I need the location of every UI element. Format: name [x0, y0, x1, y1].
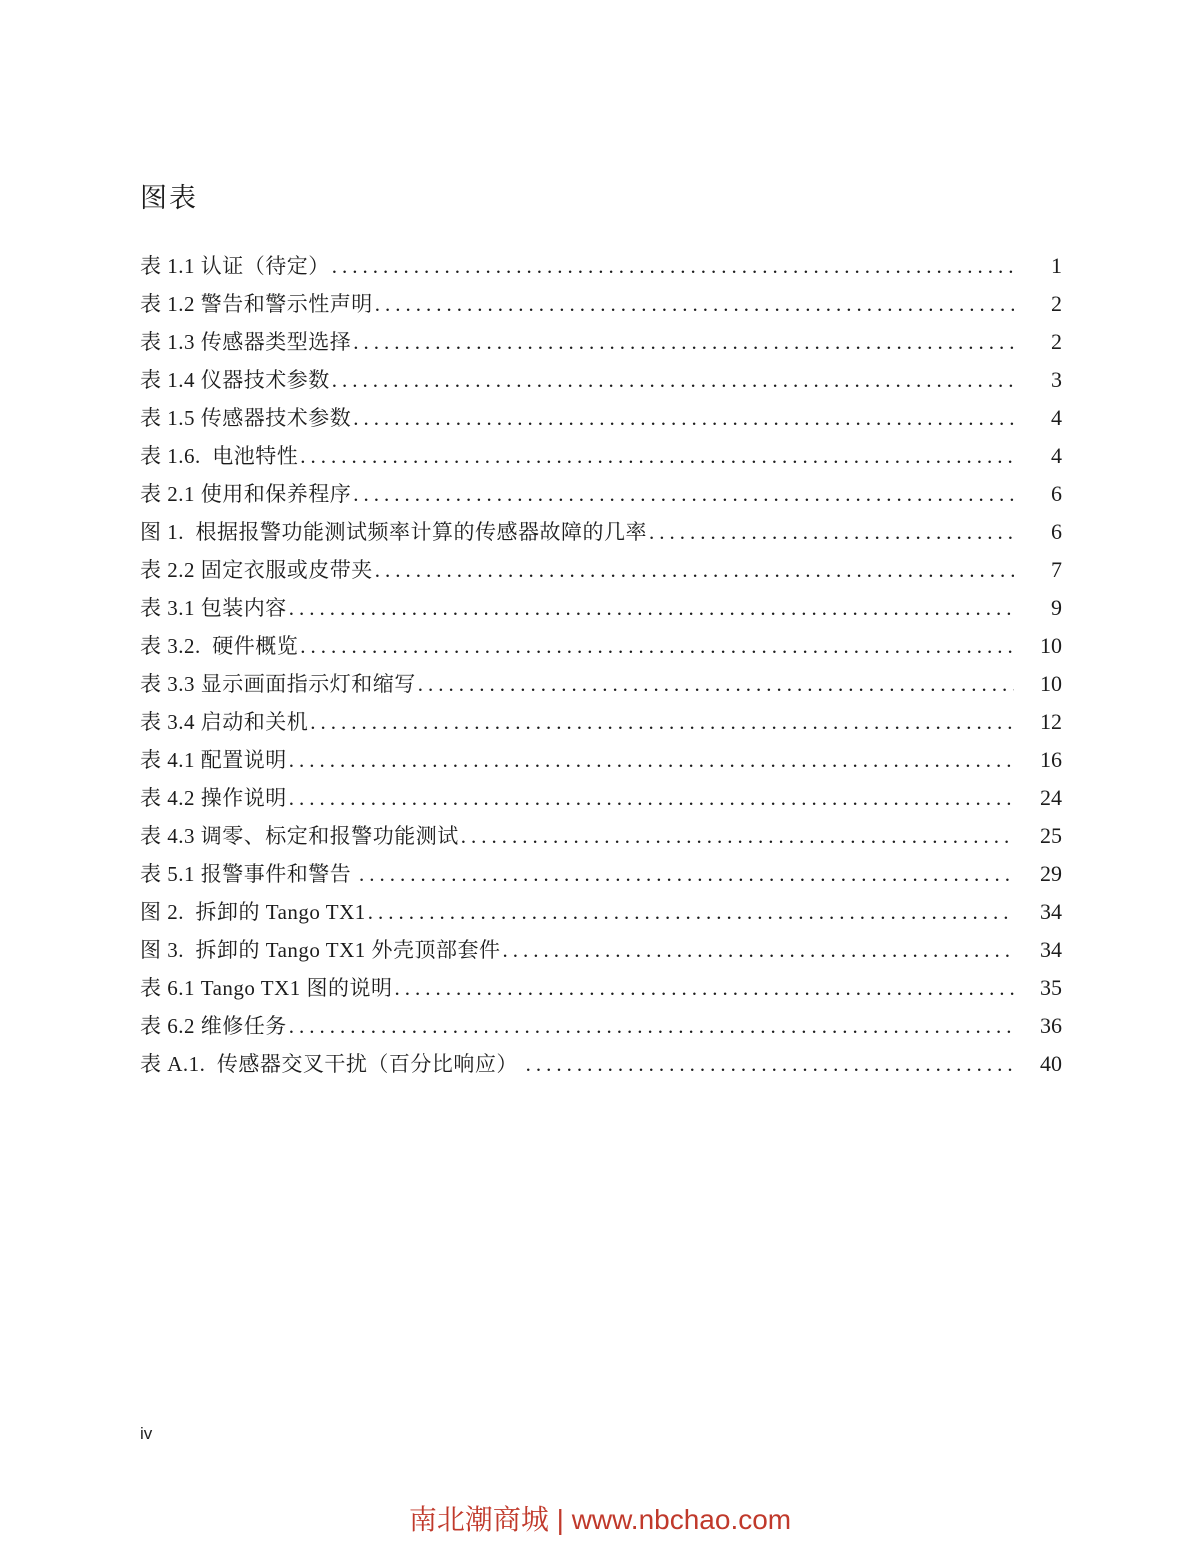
toc-entry [140, 779, 1062, 817]
toc-entry-label: 表 4.1 配置说明 [140, 748, 287, 772]
toc-entry-label: 表 2.2 固定衣服或皮带夹 [140, 558, 373, 582]
toc-entry-label: 表 2.1 使用和保养程序 [140, 482, 352, 506]
toc-entry [140, 855, 1062, 893]
toc-entry-label: 表 1.3 传感器类型选择 [140, 330, 352, 354]
toc-entry [140, 399, 1062, 437]
toc-entry [140, 551, 1062, 589]
dot-leader [351, 475, 1014, 513]
toc-entry-page: 3 [1051, 367, 1062, 392]
dot-leader [459, 817, 1014, 855]
toc-entry [140, 513, 1062, 551]
toc-entry [140, 589, 1062, 627]
page-title: 图表 [140, 183, 198, 213]
toc-entry-page: 12 [1040, 709, 1062, 734]
dot-leader [647, 513, 1014, 551]
toc-entry-page: 4 [1051, 405, 1062, 430]
toc-entry-page: 29 [1040, 861, 1062, 886]
toc-entry-label: 图 1. 根据报警功能测试频率计算的传感器故障的几率 [140, 520, 647, 544]
toc-entry-label: 表 6.2 维修任务 [140, 1014, 287, 1038]
toc-entry-label: 表 3.2. 硬件概览 [140, 634, 299, 658]
dot-leader [524, 1045, 1014, 1083]
dot-leader [298, 627, 1014, 665]
dot-leader [373, 285, 1014, 323]
dot-leader [357, 855, 1014, 893]
toc-entry-page: 2 [1051, 329, 1062, 354]
dot-leader [287, 1007, 1014, 1045]
toc-entry-page: 40 [1040, 1051, 1062, 1076]
toc-list [140, 247, 1062, 1083]
toc-entry-page: 1 [1051, 253, 1062, 278]
toc-entry-page: 24 [1040, 785, 1062, 810]
toc-entry [140, 627, 1062, 665]
dot-leader [330, 247, 1014, 285]
toc-entry-label: 表 1.2 警告和警示性声明 [140, 292, 373, 316]
toc-entry-label: 表 A.1. 传感器交叉干扰（百分比响应） [140, 1052, 524, 1076]
toc-entry [140, 361, 1062, 399]
toc-entry [140, 1045, 1062, 1083]
toc-entry-page: 36 [1040, 1013, 1062, 1038]
toc-entry [140, 1007, 1062, 1045]
toc-entry-page: 6 [1051, 519, 1062, 544]
toc-entry-page: 9 [1051, 595, 1062, 620]
toc-entry [140, 285, 1062, 323]
toc-entry [140, 665, 1062, 703]
footer-watermark: 南北潮商城 | www.nbchao.com [408, 1504, 792, 1535]
toc-entry-page: 34 [1040, 937, 1062, 962]
toc-entry-page: 10 [1040, 671, 1062, 696]
page-number-marker: iv [140, 1424, 153, 1443]
toc-entry-label: 表 3.4 启动和关机 [140, 710, 309, 734]
dot-leader [287, 589, 1014, 627]
toc-entry-label: 图 2. 拆卸的 Tango TX1 [140, 900, 366, 924]
toc-entry [140, 703, 1062, 741]
toc-entry-label: 表 1.4 仪器技术参数 [140, 368, 330, 392]
dot-leader [416, 665, 1014, 703]
toc-entry-label: 表 1.5 传感器技术参数 [140, 406, 352, 430]
toc-entry [140, 247, 1062, 285]
toc-entry [140, 741, 1062, 779]
toc-entry-page: 4 [1051, 443, 1062, 468]
toc-entry-label: 表 6.1 Tango TX1 图的说明 [140, 976, 393, 1000]
toc-entry-page: 10 [1040, 633, 1062, 658]
toc-entry-page: 2 [1051, 291, 1062, 316]
toc-entry-label: 图 3. 拆卸的 Tango TX1 外壳顶部套件 [140, 938, 501, 962]
dot-leader [393, 969, 1014, 1007]
toc-entry-label: 表 1.1 认证（待定） [140, 254, 330, 278]
toc-entry-page: 25 [1040, 823, 1062, 848]
dot-leader [308, 703, 1014, 741]
toc-entry-page: 34 [1040, 899, 1062, 924]
toc-entry-label: 表 5.1 报警事件和警告 [140, 862, 357, 886]
toc-entry-page: 16 [1040, 747, 1062, 772]
dot-leader [287, 741, 1014, 779]
dot-leader [298, 437, 1014, 475]
toc-entry-label: 表 4.3 调零、标定和报警功能测试 [140, 824, 459, 848]
dot-leader [366, 893, 1014, 931]
toc-entry [140, 437, 1062, 475]
dot-leader [351, 399, 1014, 437]
toc-entry-page: 6 [1051, 481, 1062, 506]
toc-entry-label: 表 3.3 显示画面指示灯和缩写 [140, 672, 416, 696]
toc-entry-page: 7 [1051, 557, 1062, 582]
toc-entry [140, 475, 1062, 513]
dot-leader [287, 779, 1014, 817]
toc-entry [140, 323, 1062, 361]
dot-leader [501, 931, 1014, 969]
toc-entry [140, 893, 1062, 931]
toc-entry [140, 817, 1062, 855]
toc-entry-label: 表 3.1 包装内容 [140, 596, 287, 620]
dot-leader [351, 323, 1014, 361]
dot-leader [373, 551, 1014, 589]
toc-entry [140, 931, 1062, 969]
toc-entry-page: 35 [1040, 975, 1062, 1000]
toc-entry [140, 969, 1062, 1007]
toc-entry-label: 表 4.2 操作说明 [140, 786, 287, 810]
dot-leader [330, 361, 1014, 399]
toc-entry-label: 表 1.6. 电池特性 [140, 444, 299, 468]
